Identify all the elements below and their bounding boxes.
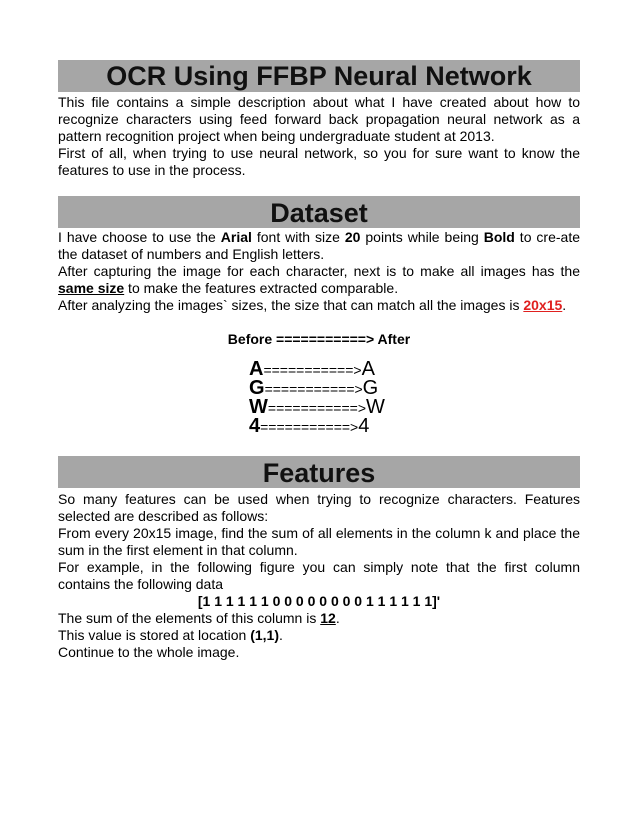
dataset-text: After capturing the image for each character, next is to make all images has the	[58, 263, 580, 279]
dataset-text: to make the features extracted comparable.	[124, 280, 399, 296]
font-size-value: 20	[344, 229, 361, 245]
target-glyph: G	[362, 377, 379, 399]
intro-paragraph-1: This file contains a simple description about what I have created about how to recognize characters using feed forward back propagation neural network as a pattern recognition project when being undergraduate student at 2013.	[58, 94, 580, 144]
column-sum-value: 12	[320, 610, 336, 626]
features-paragraph-2: From every 20x15 image, find the sum of all elements in the column k and place the sum in the first element in that column.	[58, 525, 580, 558]
column-vector: [1 1 1 1 1 1 0 0 0 0 0 0 0 0 1 1 1 1 1 1]'	[197, 593, 441, 609]
features-text: .	[279, 627, 283, 643]
intro-paragraph-2: First of all, when trying to use neural network, so you for sure want to know the features to use in the process.	[58, 145, 580, 178]
mapping-row	[249, 417, 389, 436]
mapping-arrow: ===========>	[264, 381, 363, 397]
mapping-arrow: ===========>	[263, 362, 362, 378]
dataset-text: points while being	[360, 229, 484, 245]
mapping-arrow: ===========>	[267, 400, 366, 416]
font-weight-value: Bold	[483, 229, 515, 245]
character-mapping-figure	[249, 360, 389, 436]
dataset-text: .	[562, 297, 567, 313]
target-glyph: A	[361, 358, 375, 380]
features-paragraph-3: For example, in the following figure you can simply note that the first column contains the following data	[58, 559, 580, 592]
dataset-text: to cre-ate the dataset of numbers and English letters.	[58, 229, 581, 262]
features-heading: Features	[58, 456, 580, 488]
mapping-arrow: ===========>	[260, 419, 359, 435]
source-glyph: 4	[249, 415, 261, 437]
dataset-paragraph-2	[58, 263, 580, 297]
dataset-paragraph-3	[58, 297, 580, 314]
features-text: This value is stored at location	[58, 627, 251, 643]
document-page	[58, 60, 580, 661]
target-glyph: 4	[358, 415, 370, 437]
before-after-label: Before ===========> After	[227, 331, 411, 347]
features-paragraph-5	[58, 627, 580, 644]
features-text: .	[335, 610, 340, 626]
dataset-text: I have choose to use the	[58, 229, 221, 245]
dataset-heading: Dataset	[58, 196, 580, 228]
font-name: Arial	[220, 229, 252, 245]
source-glyph: A	[249, 358, 264, 380]
image-size-value: 20x15	[523, 297, 563, 313]
document-title: OCR Using FFBP Neural Network	[58, 60, 580, 92]
dataset-text: After analyzing the images` sizes, the size that can match all the images is	[58, 297, 524, 313]
source-glyph: G	[249, 377, 265, 399]
dataset-text: font with size	[251, 229, 345, 245]
location-value: (1,1)	[250, 627, 280, 643]
features-text: The sum of the elements of this column is	[58, 610, 321, 626]
dataset-paragraph-1	[58, 229, 580, 263]
source-glyph: W	[249, 396, 268, 418]
features-paragraph-4	[58, 610, 580, 627]
same-size-emphasis: same size	[58, 280, 125, 296]
features-paragraph-1: So many features can be used when trying to recognize characters. Features selected are described as follows:	[58, 491, 580, 524]
target-glyph: W	[366, 396, 385, 418]
features-paragraph-6: Continue to the whole image.	[58, 644, 240, 660]
